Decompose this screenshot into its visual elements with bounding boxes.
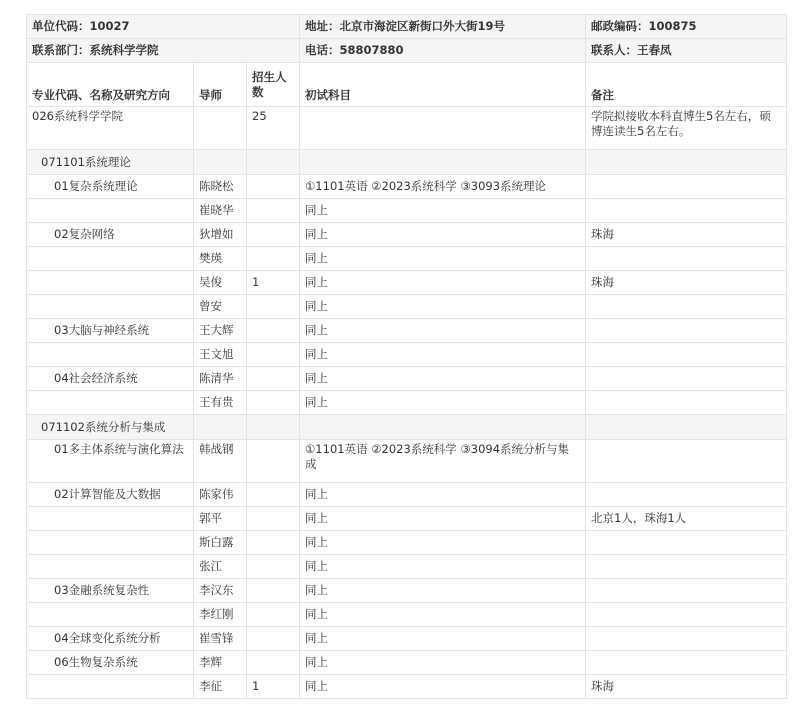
note: [586, 440, 787, 483]
section-title: 071102系统分析与集成: [27, 415, 194, 440]
advisor: 韩战钢: [194, 440, 247, 483]
note: [586, 603, 787, 627]
subjects: 同上: [300, 555, 586, 579]
table-row: [27, 531, 787, 555]
quota: 1: [247, 675, 300, 699]
direction: [27, 271, 194, 295]
school-subjects: [300, 107, 586, 150]
advisor: 李红刚: [194, 603, 247, 627]
table-row: [27, 223, 787, 247]
direction: 02计算智能及大数据: [27, 483, 194, 507]
subjects: 同上: [300, 579, 586, 603]
table-row: [27, 483, 787, 507]
unit-code: 单位代码：10027: [27, 15, 300, 39]
quota: [247, 627, 300, 651]
subjects: 同上: [300, 223, 586, 247]
subjects: 同上: [300, 271, 586, 295]
quota: [247, 603, 300, 627]
direction: [27, 199, 194, 223]
direction: [27, 675, 194, 699]
note: [586, 175, 787, 199]
table-row: [27, 579, 787, 603]
direction: [27, 247, 194, 271]
quota: [247, 579, 300, 603]
direction: [27, 507, 194, 531]
info-row: [27, 39, 787, 63]
advisor: 陈家伟: [194, 483, 247, 507]
table-row: [27, 555, 787, 579]
direction: 06生物复杂系统: [27, 651, 194, 675]
section-row: [27, 150, 787, 175]
section-title: 071101系统理论: [27, 150, 194, 175]
header-quota: 招生人数: [247, 63, 300, 107]
advisor: 狄增如: [194, 223, 247, 247]
advisor: 王文旭: [194, 343, 247, 367]
advisor: 樊瑛: [194, 247, 247, 271]
note: [586, 627, 787, 651]
advisor: 曾安: [194, 295, 247, 319]
advisor: 王有贵: [194, 391, 247, 415]
advisor: 吴俊: [194, 271, 247, 295]
note: [586, 555, 787, 579]
subjects: 同上: [300, 247, 586, 271]
table-row: [27, 603, 787, 627]
advisor: 李辉: [194, 651, 247, 675]
subjects: ①1101英语 ②2023系统科学 ③3093系统理论: [300, 175, 586, 199]
quota: [247, 223, 300, 247]
direction: 04社会经济系统: [27, 367, 194, 391]
subjects: 同上: [300, 319, 586, 343]
table-row: [27, 295, 787, 319]
table-row: [27, 247, 787, 271]
subjects: 同上: [300, 391, 586, 415]
note: [586, 531, 787, 555]
note: 北京1人，珠海1人: [586, 507, 787, 531]
school-note: 学院拟接收本科直博生5名左右，硕博连读生5名左右。: [586, 107, 787, 150]
note: 珠海: [586, 271, 787, 295]
table-row: [27, 675, 787, 699]
direction: 04全球变化系统分析: [27, 627, 194, 651]
quota: [247, 391, 300, 415]
subjects: 同上: [300, 603, 586, 627]
school-advisor: [194, 107, 247, 150]
header-row: [27, 63, 787, 107]
note: [586, 483, 787, 507]
advisor: 斯白露: [194, 531, 247, 555]
quota: [247, 247, 300, 271]
table-row: [27, 507, 787, 531]
direction: [27, 295, 194, 319]
info-row: [27, 15, 787, 39]
school-row: [27, 107, 787, 150]
advisor: 崔雪锋: [194, 627, 247, 651]
quota: [247, 343, 300, 367]
table-row: [27, 271, 787, 295]
advisor: 崔晓华: [194, 199, 247, 223]
table-row: [27, 440, 787, 483]
advisor: 李征: [194, 675, 247, 699]
address: 地址：北京市海淀区新街口外大街19号: [300, 15, 586, 39]
table-row: [27, 175, 787, 199]
header-advisor: 导师: [194, 63, 247, 107]
direction: 03大脑与神经系统: [27, 319, 194, 343]
quota: [247, 199, 300, 223]
note: 珠海: [586, 223, 787, 247]
quota: [247, 531, 300, 555]
direction: [27, 603, 194, 627]
school-name: 026系统科学学院: [27, 107, 194, 150]
subjects: 同上: [300, 199, 586, 223]
advisor: 王大辉: [194, 319, 247, 343]
quota: 1: [247, 271, 300, 295]
direction: [27, 391, 194, 415]
quota: [247, 555, 300, 579]
table-row: [27, 319, 787, 343]
table-row: [27, 199, 787, 223]
note: [586, 247, 787, 271]
quota: [247, 483, 300, 507]
direction: 03金融系统复杂性: [27, 579, 194, 603]
note: [586, 319, 787, 343]
table-row: [27, 367, 787, 391]
subjects: ①1101英语 ②2023系统科学 ③3094系统分析与集成: [300, 440, 586, 483]
advisor: 陈晓松: [194, 175, 247, 199]
direction: 02复杂网络: [27, 223, 194, 247]
phone: 电话：58807880: [300, 39, 586, 63]
subjects: 同上: [300, 675, 586, 699]
school-quota: 25: [247, 107, 300, 150]
subjects: 同上: [300, 483, 586, 507]
quota: [247, 175, 300, 199]
admissions-table: [26, 14, 787, 699]
subjects: 同上: [300, 651, 586, 675]
note: [586, 391, 787, 415]
table-row: [27, 343, 787, 367]
table-row: [27, 391, 787, 415]
note: [586, 651, 787, 675]
advisor: 李汉东: [194, 579, 247, 603]
advisor: 郭平: [194, 507, 247, 531]
note: 珠海: [586, 675, 787, 699]
direction: [27, 343, 194, 367]
subjects: 同上: [300, 295, 586, 319]
note: [586, 579, 787, 603]
department: 联系部门：系统科学学院: [27, 39, 300, 63]
advisor: 张江: [194, 555, 247, 579]
direction: 01多主体系统与演化算法: [27, 440, 194, 483]
table-row: [27, 627, 787, 651]
header-subjects: 初试科目: [300, 63, 586, 107]
header-notes: 备注: [586, 63, 787, 107]
header-program: 专业代码、名称及研究方向: [27, 63, 194, 107]
section-row: [27, 415, 787, 440]
subjects: 同上: [300, 507, 586, 531]
quota: [247, 440, 300, 483]
subjects: 同上: [300, 367, 586, 391]
subjects: 同上: [300, 531, 586, 555]
quota: [247, 295, 300, 319]
quota: [247, 507, 300, 531]
subjects: 同上: [300, 627, 586, 651]
note: [586, 343, 787, 367]
contact: 联系人：王春凤: [586, 39, 787, 63]
quota: [247, 319, 300, 343]
quota: [247, 651, 300, 675]
advisor: 陈清华: [194, 367, 247, 391]
quota: [247, 367, 300, 391]
note: [586, 199, 787, 223]
note: [586, 295, 787, 319]
note: [586, 367, 787, 391]
postcode: 邮政编码：100875: [586, 15, 787, 39]
direction: [27, 531, 194, 555]
subjects: 同上: [300, 343, 586, 367]
direction: 01复杂系统理论: [27, 175, 194, 199]
direction: [27, 555, 194, 579]
table-row: [27, 651, 787, 675]
